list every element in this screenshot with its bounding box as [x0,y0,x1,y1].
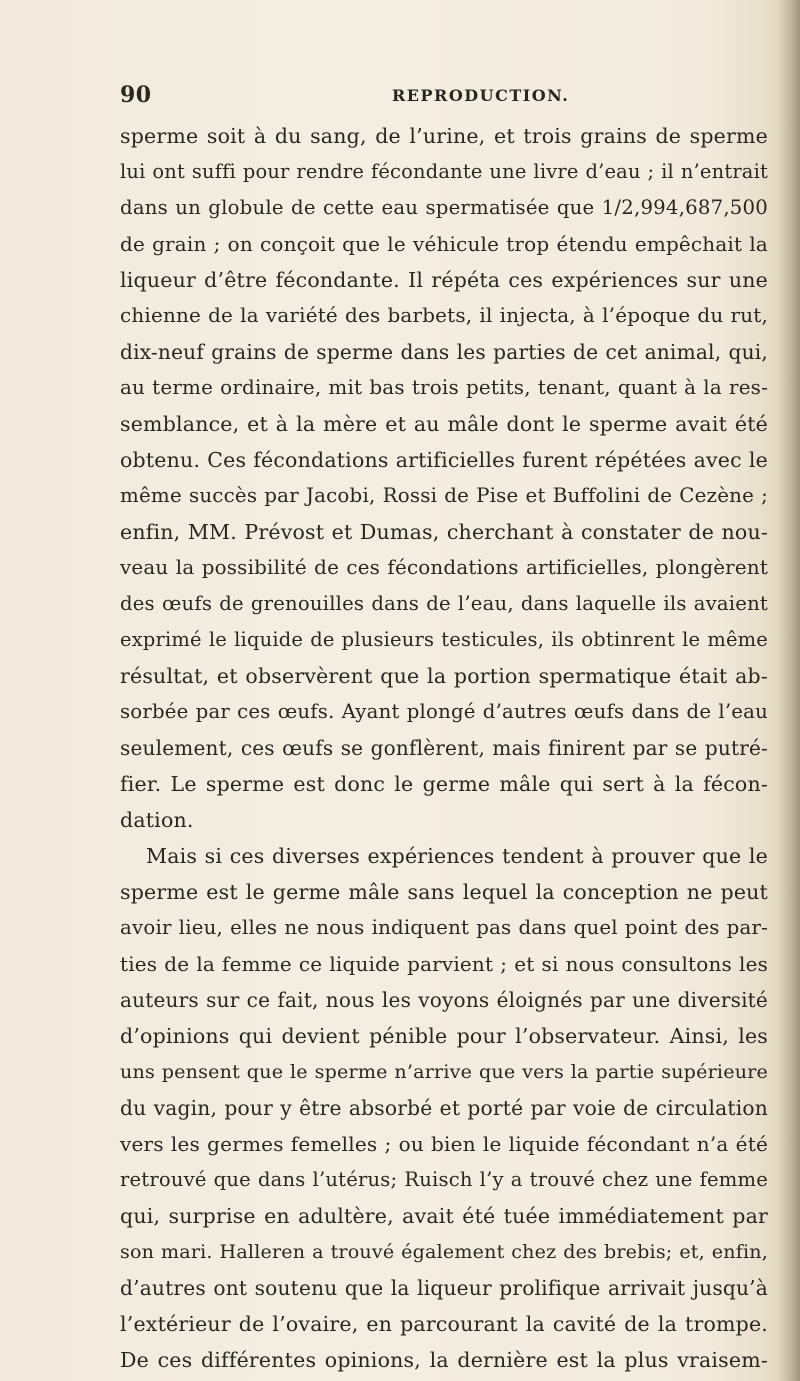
body-text [120,118,768,1378]
text-line: uns pensent que le sperme n’arrive que vers la partie supérieure [120,1060,768,1083]
text-line: résultat, et observèrent que la portion spermatique était ab- [120,664,768,688]
text-line: ties de la femme ce liquide parvient ; et si nous consultons les [120,952,768,976]
text-line: des œufs de grenouilles dans de l’eau, dans laquelle ils avaient [120,592,768,615]
running-head [120,82,760,112]
text-line: lui ont suffi pour rendre fécondante une livre d’eau ; il n’entrait [120,160,768,183]
text-line: chienne de la variété des barbets, il injecta, à l’époque du rut, [120,304,768,327]
text-line: fier. Le sperme est donc le germe mâle qui sert à la fécon- [120,772,768,796]
text-line: de grain ; on conçoit que le véhicule trop étendu empêchait la [120,232,768,256]
text-line: liqueur d’être fécondante. Il répéta ces expériences sur une [120,268,768,292]
text-line: De ces différentes opinions, la dernière est la plus vraisem- [120,1348,768,1372]
text-line: d’autres ont soutenu que la liqueur prolifique arrivait jusqu’à [120,1276,768,1300]
text-line: au terme ordinaire, mit bas trois petits, tenant, quant à la res- [120,376,768,399]
text-line: du vagin, pour y être absorbé et porté par voie de circulation [120,1096,768,1120]
text-line: l’extérieur de l’ovaire, en parcourant la cavité de la trompe. [120,1312,768,1336]
text-line: sperme soit à du sang, de l’urine, et trois grains de sperme [120,124,768,148]
text-line: d’opinions qui devient pénible pour l’observateur. Ainsi, les [120,1024,768,1048]
text-line: vers les germes femelles ; ou bien le liquide fécondant n’a été [120,1132,768,1156]
text-line: retrouvé que dans l’utérus; Ruisch l’y a trouvé chez une femme [120,1168,768,1191]
text-line: même succès par Jacobi, Rossi de Pise et Buffolini de Cezène ; [120,484,768,507]
text-line: qui, surprise en adultère, avait été tuée immédiatement par [120,1204,768,1228]
text-line: avoir lieu, elles ne nous indiquent pas dans quel point des par- [120,916,768,939]
page-edge-shadow [778,0,800,1381]
text-line: sorbée par ces œufs. Ayant plongé d’autres œufs dans de l’eau [120,700,768,723]
text-line: obtenu. Ces fécondations artificielles furent répétées avec le [120,448,768,472]
text-line: enfin, MM. Prévost et Dumas, cherchant à constater de nou- [120,520,768,544]
text-line: son mari. Halleren a trouvé également chez des brebis; et, enfin, [120,1241,768,1263]
text-line: veau la possibilité de ces fécondations artificielles, plongèrent [120,556,768,579]
paragraph-end-line: dation. [120,808,194,832]
text-line: sperme est le germe mâle sans lequel la conception ne peut [120,880,768,904]
paragraph-start-line: Mais si ces diverses expériences tendent à prouver que le [146,844,768,868]
text-line: dix-neuf grains de sperme dans les parties de cet animal, qui, [120,340,768,364]
text-line: dans un globule de cette eau spermatisée que 1/2,994,687,500 [120,196,768,219]
text-line: auteurs sur ce fait, nous les voyons éloignés par une diversité [120,988,768,1012]
text-line: exprimé le liquide de plusieurs testicules, ils obtinrent le même [120,628,768,651]
running-head-title: REPRODUCTION. [392,86,570,105]
page-number: 90 [120,82,152,108]
text-line: seulement, ces œufs se gonflèrent, mais finirent par se putré- [120,736,768,760]
text-line: semblance, et à la mère et au mâle dont le sperme avait été [120,412,768,436]
